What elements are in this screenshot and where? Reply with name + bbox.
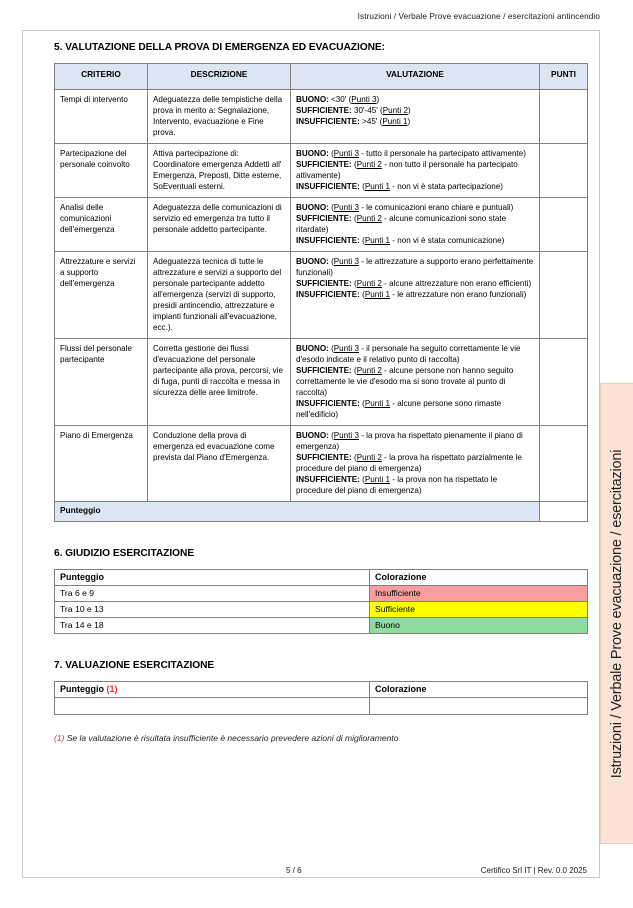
evaluation-row <box>55 90 588 144</box>
evaluation-row <box>55 144 588 198</box>
valutazione-line: BUONO: (Punti 3 - le comunicazioni erano chiare e puntuali) <box>296 203 514 212</box>
cell-punti-input[interactable] <box>540 339 588 426</box>
cell-criterio: Flussi del personale partecipante <box>55 339 148 426</box>
valutazione-colorazione-cell[interactable] <box>370 698 588 715</box>
giudizio-column-punteggio: Punteggio <box>55 570 370 586</box>
valutazione-grade-label: SUFFICIENTE: <box>296 106 352 115</box>
side-tab-label: Istruzioni / Verbale Prove evacuazione / esercitazioni <box>609 449 625 778</box>
giudizio-color-swatch: Buono <box>370 618 588 634</box>
punti-value: Punti 1 <box>364 236 391 245</box>
valutazione-line: SUFFICIENTE: (Punti 2 - non tutto il personale ha partecipato attivamente) <box>296 160 518 180</box>
cell-punti-input[interactable] <box>540 90 588 144</box>
giudizio-row <box>55 602 588 618</box>
cell-valutazione <box>291 426 540 502</box>
giudizio-color-swatch: Insufficiente <box>370 586 588 602</box>
valutazione-grade-label: INSUFFICIENTE: <box>296 182 360 191</box>
giudizio-range: Tra 10 e 13 <box>55 602 370 618</box>
valutazione-grade-label: SUFFICIENTE: <box>296 214 352 223</box>
valutazione-line: SUFFICIENTE: 30'-45' (Punti 2) <box>296 106 411 115</box>
evaluation-row <box>55 252 588 339</box>
punti-value: Punti 2 <box>356 160 382 169</box>
footnote-marker: (1) <box>106 684 118 695</box>
giudizio-color-swatch: Sufficiente <box>370 602 588 618</box>
punti-value: Punti 3 <box>333 344 359 353</box>
punti-value: Punti 1 <box>364 290 391 299</box>
valutazione-punteggio-cell[interactable] <box>55 698 370 715</box>
section-7-title: 7. VALUAZIONE ESERCITAZIONE <box>54 660 215 672</box>
footnote-note-marker: (1) <box>54 733 65 744</box>
document-breadcrumb-header: Istruzioni / Verbale Prove evacuazione / esercitazioni antincendio <box>357 12 600 21</box>
cell-criterio: Tempi di intervento <box>55 90 148 144</box>
cell-descrizione: Corretta gestione dei flussi d'evacuazione del personale partecipante alla prova, percorsi, vie di fuga, punti di raccolta e messa in sicurezza delle aree limitrofe. <box>148 339 291 426</box>
column-header-descrizione: DESCRIZIONE <box>148 64 291 90</box>
valutazione-grade-label: INSUFFICIENTE: <box>296 236 360 245</box>
column-header-criterio: CRITERIO <box>55 64 148 90</box>
evaluation-row <box>55 198 588 252</box>
punti-value: Punti 1 <box>382 117 408 126</box>
evaluation-table-header-row <box>55 64 588 90</box>
valutazione-grade-label: BUONO: <box>296 344 329 353</box>
valutazione-line: SUFFICIENTE: (Punti 2 - alcune persone non hanno seguito correttamente le vie d'esodo ma si sono trovate al punto di raccolta) <box>296 366 514 397</box>
valutazione-table <box>54 681 588 715</box>
cell-valutazione <box>291 252 540 339</box>
punti-value: Punti 1 <box>364 182 391 191</box>
cell-descrizione: Conduzione della prova di emergenza ed evacuazione come prevista dal Piano d'Emergenza. <box>148 426 291 502</box>
valutazione-grade-label: BUONO: <box>296 431 329 440</box>
column-header-valutazione: VALUTAZIONE <box>291 64 540 90</box>
punti-value: Punti 3 <box>333 257 359 266</box>
punti-value: Punti 3 <box>333 203 359 212</box>
footnote-note <box>54 733 587 743</box>
cell-criterio: Analisi delle comunicazioni dell'emergenza <box>55 198 148 252</box>
cell-punti-input[interactable] <box>540 144 588 198</box>
valutazione-punteggio-label: Punteggio <box>60 684 104 695</box>
cell-valutazione <box>291 144 540 198</box>
punti-value: Punti 3 <box>333 431 359 440</box>
cell-criterio: Piano di Emergenza <box>55 426 148 502</box>
punti-value: Punti 3 <box>333 149 359 158</box>
valutazione-line: INSUFFICIENTE: (Punti 1 - la prova non ha rispettato le procedure del piano di emergenza) <box>296 475 498 495</box>
valutazione-line: BUONO: (Punti 3 - la prova ha rispettato pienamente il piano di emergenza) <box>296 431 523 451</box>
valutazione-column-colorazione: Colorazione <box>370 682 588 698</box>
valutazione-line: BUONO: (Punti 3 - tutto il personale ha partecipato attivamente) <box>296 149 526 158</box>
punti-value: Punti 2 <box>356 279 382 288</box>
valutazione-grade-label: SUFFICIENTE: <box>296 160 352 169</box>
side-tab[interactable] <box>600 383 633 844</box>
valutazione-line: INSUFFICIENTE: (Punti 1 - non vi è stata partecipazione) <box>296 182 503 191</box>
punti-value: Punti 2 <box>356 366 382 375</box>
punti-value: Punti 2 <box>356 214 382 223</box>
valutazione-grade-label: INSUFFICIENTE: <box>296 475 360 484</box>
valutazione-grade-label: INSUFFICIENTE: <box>296 290 360 299</box>
total-score-input[interactable] <box>540 502 588 522</box>
giudizio-header-row <box>55 570 588 586</box>
valutazione-header-row <box>55 682 588 698</box>
valutazione-grade-label: BUONO: <box>296 257 329 266</box>
evaluation-table <box>54 63 588 522</box>
valutazione-column-punteggio <box>55 682 370 698</box>
punti-value: Punti 1 <box>364 475 391 484</box>
cell-descrizione: Adeguatezza delle tempistiche della prova in merito a: Segnalazione, Intervento, evacuazione e Fine prova. <box>148 90 291 144</box>
document-content <box>54 42 587 743</box>
section-5-title: 5. VALUTAZIONE DELLA PROVA DI EMERGENZA ED EVACUAZIONE: <box>54 42 385 53</box>
valutazione-grade-label: INSUFFICIENTE: <box>296 117 360 126</box>
page-number: 5 / 6 <box>286 866 302 875</box>
column-header-punti: PUNTI <box>540 64 588 90</box>
cell-valutazione <box>291 339 540 426</box>
valutazione-grade-label: SUFFICIENTE: <box>296 453 352 462</box>
valutazione-line: SUFFICIENTE: (Punti 2 - alcune comunicazioni sono state ritardate) <box>296 214 507 234</box>
cell-valutazione <box>291 90 540 144</box>
giudizio-row <box>55 618 588 634</box>
giudizio-range: Tra 6 e 9 <box>55 586 370 602</box>
valutazione-grade-label: SUFFICIENTE: <box>296 279 352 288</box>
valutazione-line: SUFFICIENTE: (Punti 2 - alcune attrezzature non erano efficienti) <box>296 279 532 288</box>
valutazione-grade-label: BUONO: <box>296 149 329 158</box>
valutazione-grade-label: SUFFICIENTE: <box>296 366 352 375</box>
valutazione-grade-label: BUONO: <box>296 95 329 104</box>
valutazione-line: BUONO: (Punti 3 - il personale ha seguito correttamente le vie d'esodo indicate e il relativo punto di raccolta) <box>296 344 521 364</box>
evaluation-row <box>55 339 588 426</box>
cell-criterio: Attrezzature e servizi a supporto dell'emergenza <box>55 252 148 339</box>
valutazione-line: INSUFFICIENTE: (Punti 1 - non vi è stata comunicazione) <box>296 236 505 245</box>
cell-descrizione: Adeguatezza tecnica di tutte le attrezzature e servizi a supporto del personale partecipante addetto all'emergenza (servizi di supporto, presidi antincendio, attrezzature e impianti funzionali all'evacuazione, ecc.). <box>148 252 291 339</box>
valutazione-line: INSUFFICIENTE: (Punti 1 - le attrezzature non erano funzionali) <box>296 290 527 299</box>
cell-criterio: Partecipazione del personale coinvolto <box>55 144 148 198</box>
cell-descrizione: Attiva partecipazione di: Coordinatore emergenza Addetti all' Emergenza, Preposti, Ditte esterne, SoEventuali esterni. <box>148 144 291 198</box>
cell-descrizione: Adeguatezza delle comunicazioni di servizio ed emergenza tra tutto il personale addetto partecipante. <box>148 198 291 252</box>
cell-punti-input[interactable] <box>540 198 588 252</box>
footer-credit: Certifico Srl IT | Rev. 0.0 2025 <box>480 866 587 875</box>
valutazione-grade-label: INSUFFICIENTE: <box>296 399 360 408</box>
giudizio-table-body <box>55 586 588 634</box>
spacer-after-giudizio-table <box>54 634 587 660</box>
footnote-note-text: Se la valutazione è risultata insufficiente è necessario prevedere azioni di miglioramento <box>64 733 399 744</box>
giudizio-range: Tra 14 e 18 <box>55 618 370 634</box>
cell-punti-input[interactable] <box>540 426 588 502</box>
section-6-title: 6. GIUDIZIO ESERCITAZIONE <box>54 548 195 560</box>
giudizio-column-colorazione: Colorazione <box>370 570 588 586</box>
spacer-after-eval-table <box>54 522 587 548</box>
valutazione-line: BUONO: <30' (Punti 3) <box>296 95 380 104</box>
valutazione-line: BUONO: (Punti 3 - le attrezzature a supporto erano perfettamente funzionali) <box>296 257 534 277</box>
total-label: Punteggio <box>55 502 540 522</box>
valutazione-line: INSUFFICIENTE: (Punti 1 - alcune persone sono rimaste nell'edificio) <box>296 399 502 419</box>
valutazione-input-row <box>55 698 588 715</box>
evaluation-table-body <box>55 90 588 522</box>
giudizio-table <box>54 569 588 634</box>
punti-value: Punti 1 <box>364 399 391 408</box>
evaluation-row <box>55 426 588 502</box>
evaluation-total-row <box>55 502 588 522</box>
valutazione-line: SUFFICIENTE: (Punti 2 - la prova ha rispettato parzialmente le procedure del piano di emergenza) <box>296 453 522 473</box>
cell-punti-input[interactable] <box>540 252 588 339</box>
punti-value: Punti 2 <box>356 453 382 462</box>
giudizio-row <box>55 586 588 602</box>
valutazione-grade-label: BUONO: <box>296 203 329 212</box>
punti-value: Punti 3 <box>351 95 377 104</box>
cell-valutazione <box>291 198 540 252</box>
valutazione-line: INSUFFICIENTE: >45' (Punti 1) <box>296 117 411 126</box>
punti-value: Punti 2 <box>382 106 408 115</box>
